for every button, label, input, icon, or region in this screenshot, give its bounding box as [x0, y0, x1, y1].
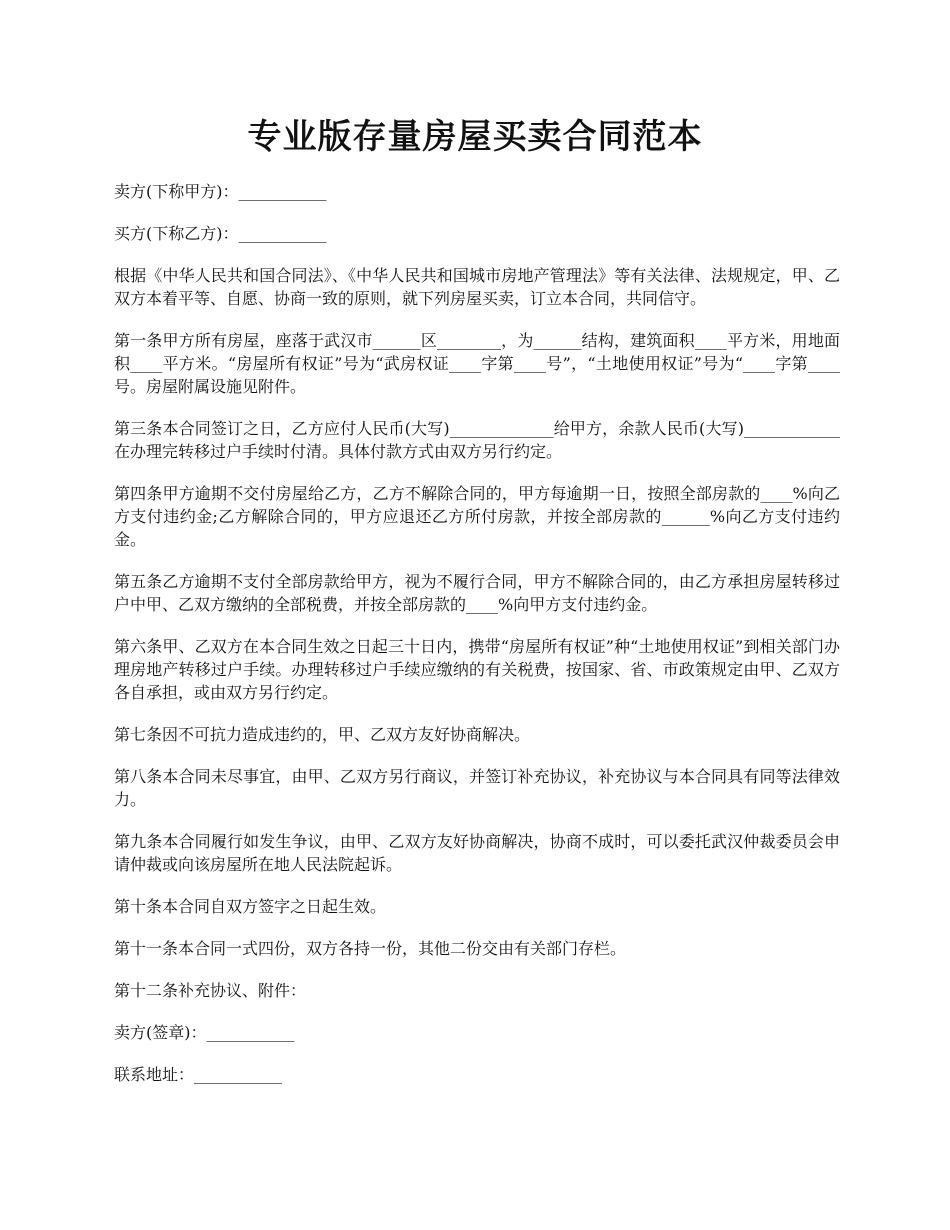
article-1-paragraph: 第一条甲方所有房屋，座落于武汉市______区________，为______结构，建筑面积____平方米，用地面积____平方米。“房屋所有权证”号为“武房权证____字第____号”，“土地使用权证”号为“____字第____号。房屋附属设施见附件。 — [114, 331, 840, 396]
article-3-paragraph: 第三条本合同签订之日，乙方应付人民币(大写)_____________给甲方，余款人民币(大写)____________在办理完转移过户手续时付清。具体付款方式由双方另行约定。 — [114, 419, 840, 461]
document-body — [114, 180, 840, 1105]
article-4-paragraph: 第四条甲方逾期不交付房屋给乙方，乙方不解除合同的，甲方每逾期一日，按照全部房款的____%向乙方支付违约金;乙方解除合同的，甲方应退还乙方所付房款，并按全部房款的______%向乙方支付违约金。 — [114, 484, 840, 549]
article-10-paragraph: 第十条本合同自双方签字之日起生效。 — [114, 897, 387, 916]
article-5-paragraph: 第五条乙方逾期不支付全部房款给甲方，视为不履行合同，甲方不解除合同的，由乙方承担房屋转移过户中甲、乙双方缴纳的全部税费，并按全部房款的____%向甲方支付违约金。 — [114, 572, 840, 614]
preamble-paragraph: 根据《中华人民共和国合同法》、《中华人民共和国城市房地产管理法》等有关法律、法规规定，甲、乙双方本着平等、自愿、协商一致的原则，就下列房屋买卖，订立本合同，共同信守。 — [114, 266, 840, 308]
buyer-line: 买方(下称乙方)：___________ — [114, 224, 327, 243]
article-12-paragraph: 第十二条补充协议、附件： — [114, 981, 307, 1000]
article-6-paragraph: 第六条甲、乙双方在本合同生效之日起三十日内，携带“房屋所有权证”种“土地使用权证”到相关部门办理房地产转移过户手续。办理转移过户手续应缴纳的有关税费，按国家、省、市政策规定由甲、乙双方各自承担，或由双方另行约定。 — [114, 637, 840, 702]
seller-signature-line: 卖方(签章)：___________ — [114, 1023, 295, 1042]
contact-address-line: 联系地址：___________ — [114, 1065, 283, 1084]
article-9-paragraph: 第九条本合同履行如发生争议，由甲、乙双方友好协商解决，协商不成时，可以委托武汉仲裁委员会申请仲裁或向该房屋所在地人民法院起诉。 — [114, 832, 840, 874]
article-7-paragraph: 第七条因不可抗力造成违约的，甲、乙双方友好协商解决。 — [114, 725, 531, 744]
article-8-paragraph: 第八条本合同未尽事宜，由甲、乙双方另行商议，并签订补充协议，补充协议与本合同具有同等法律效力。 — [114, 767, 840, 809]
article-11-paragraph: 第十一条本合同一式四份，双方各持一份，其他二份交由有关部门存栏。 — [114, 939, 627, 958]
seller-line: 卖方(下称甲方)：___________ — [114, 182, 327, 201]
document-title: 专业版存量房屋买卖合同范本 — [247, 117, 703, 157]
